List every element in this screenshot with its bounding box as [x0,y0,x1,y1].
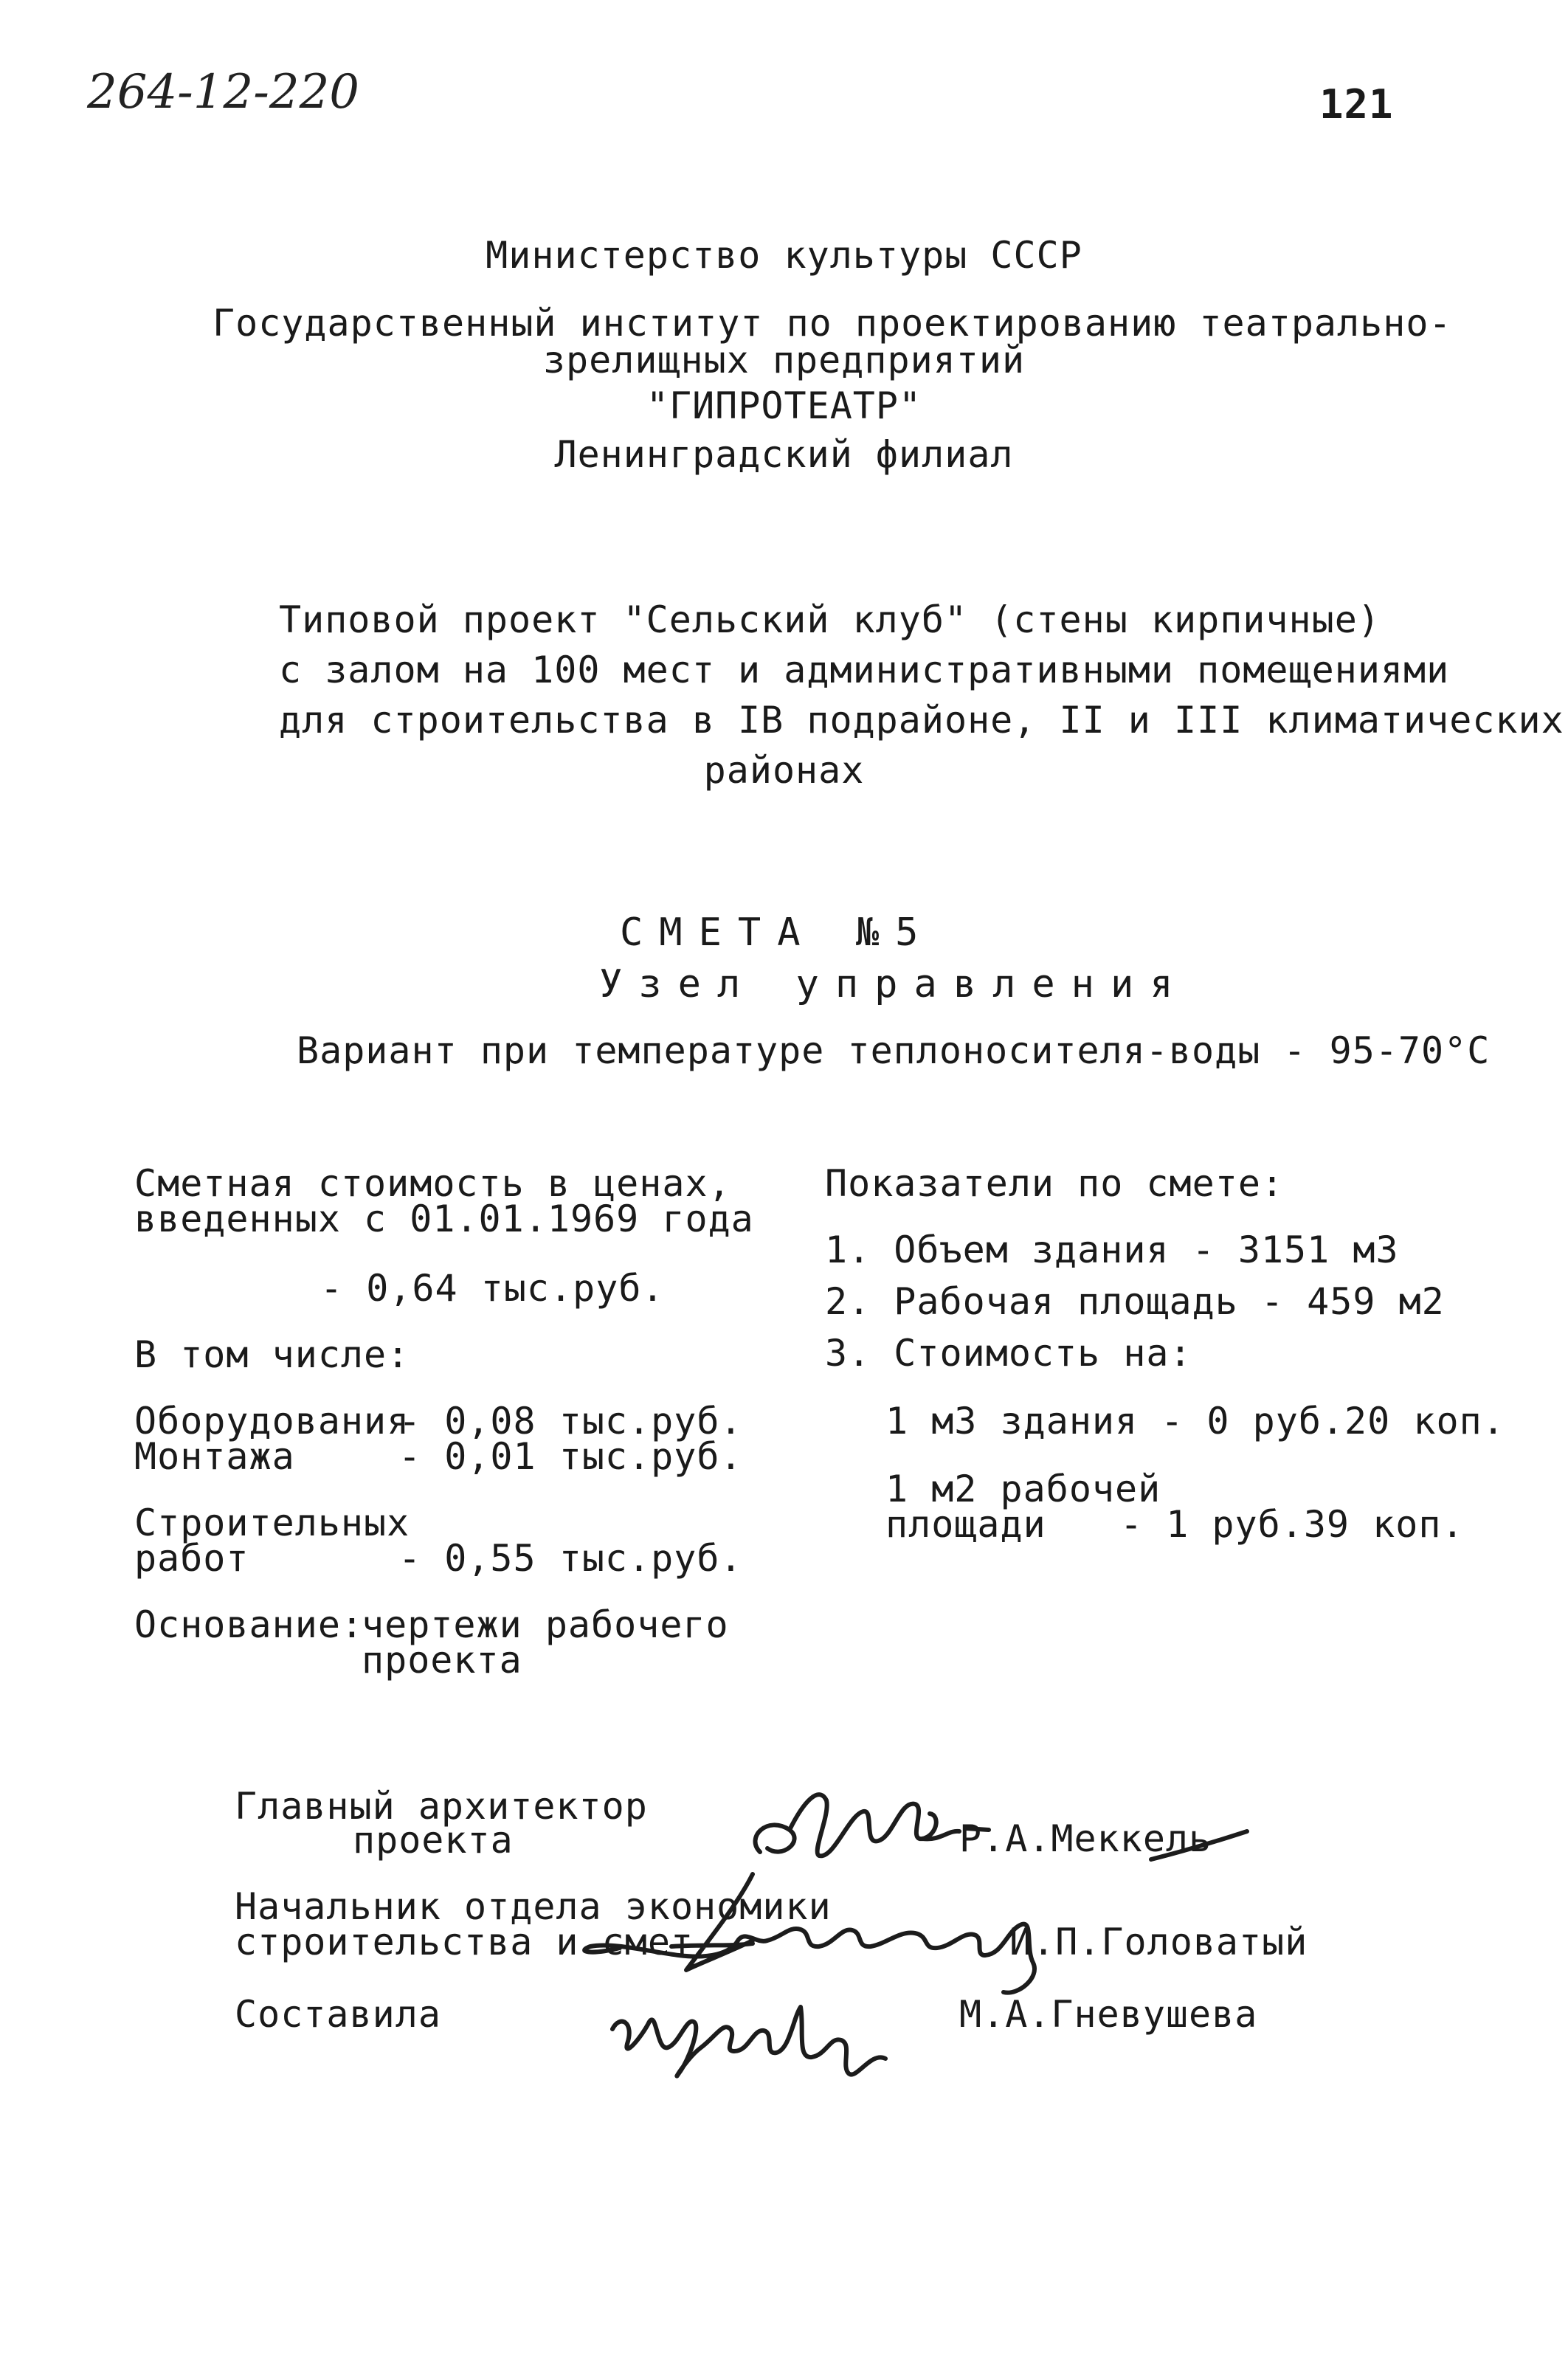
project-line-1: Типовой проект "Сельский клуб" (стены кирпичные) [279,598,1381,641]
indicator-cost-heading: 3. Стоимость на: [825,1332,1192,1375]
basis-label: Основание: [134,1603,365,1646]
project-line-4: районах [703,749,865,792]
basis-line-1: чертежи рабочего [362,1603,729,1646]
head-economics-title-2: строительства и смет [235,1921,694,1963]
estimate-variant: Вариант при температуре теплоносителя-воды - 95-70°С [297,1029,1491,1072]
indicator-area: 2. Рабочая площадь - 459 м2 [825,1280,1445,1323]
compiled-by-name: М.А.Гневушева [959,1993,1258,2036]
construction-value: - 0,55 тыс.руб. [398,1537,743,1580]
project-line-2: с залом на 100 мест и административными помещениями [279,649,1450,691]
indicator-cost-per-m3: 1 м3 здания - 0 руб.20 коп. [885,1400,1505,1442]
equipment-value: - 0,08 тыс.руб. [398,1400,743,1442]
cost-including: В том числе: [134,1333,410,1376]
indicators-title: Показатели по смете: [825,1162,1285,1205]
chief-architect-title-2: проекта [353,1819,514,1862]
construction-label-2: работ [134,1537,249,1580]
indicator-volume: 1. Объем здания - 3151 м3 [825,1229,1399,1271]
institute-name: "ГИПРОТЕАТР" [646,384,922,427]
head-economics-title-1: Начальник отдела экономики [235,1885,832,1928]
archive-number: 264-12-220 [87,65,359,120]
page-number: 121 [1319,81,1394,128]
compiled-by-signature [605,1977,900,2095]
chief-architect-title-1: Главный архитектор [235,1785,648,1828]
estimate-subtitle: Узел управления [599,962,1189,1006]
indicator-cost-per-m2-line1: 1 м2 рабочей [885,1468,1161,1510]
branch-name: Ленинградский филиал [554,433,1014,476]
head-economics-name: И.П.Головатый [1009,1921,1308,1963]
installation-value: - 0,01 тыс.руб. [398,1435,743,1478]
institute-line-1: Государственный институт по проектированию театрально- [213,302,1452,345]
equipment-label: Оборудования [134,1400,410,1442]
basis-line-2: проекта [362,1639,522,1682]
ministry-name: Министерство культуры СССР [486,234,1082,277]
cost-line-1: Сметная стоимость в ценах, [134,1162,731,1205]
cost-line-2: введенных с 01.01.1969 года [134,1198,754,1240]
project-line-3: для строительства в IВ подрайоне, II и III климатических [279,699,1564,742]
estimate-title: СМЕТА №5 [620,911,935,955]
compiled-by-title: Составила [235,1993,441,2036]
installation-label: Монтажа [134,1435,295,1478]
construction-label-1: Строительных [134,1502,410,1544]
chief-architect-name: Р.А.Меккель [959,1817,1212,1860]
indicator-cost-per-m2-label: площади [885,1503,1046,1546]
cost-total: - 0,64 тыс.руб. [320,1267,665,1310]
indicator-cost-per-m2-value: - 1 руб.39 коп. [1120,1503,1465,1546]
institute-line-2: зрелищных предприятий [542,339,1026,381]
